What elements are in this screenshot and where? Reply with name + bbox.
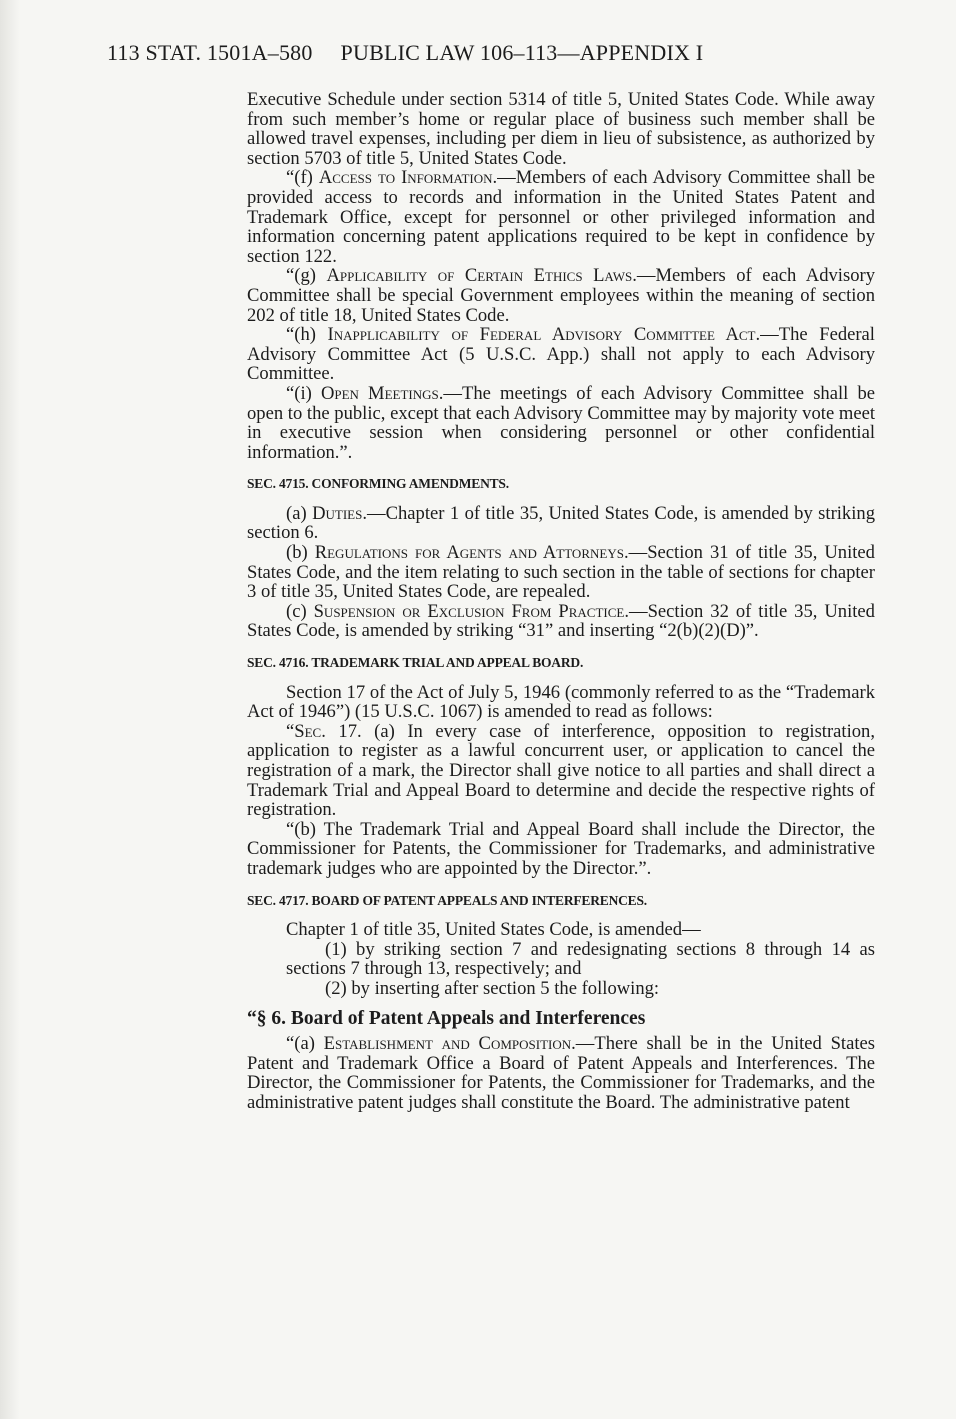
paragraph-g-title: Applicability of Certain Ethics Laws. [326, 265, 637, 287]
section-heading-4716: SEC. 4716. TRADEMARK TRIAL AND APPEAL BOARD. [247, 655, 584, 671]
sec4715-subsection-c [247, 602, 875, 641]
page-edge [0, 0, 20, 1419]
paragraph-h [247, 325, 875, 384]
sec4716-intro: Section 17 of the Act of July 5, 1946 (commonly referred to as the “Trademark Act of 1946”) (15 U.S.C. 1067) is amended to read as follows: [247, 681, 875, 723]
sec4715-a-title: Duties. [312, 502, 367, 524]
paragraph-g [247, 266, 875, 325]
paragraph-f-title: Access to Information. [318, 167, 498, 189]
sec6-a-lead: “(a) [286, 1033, 324, 1055]
sec6-subsection-a [247, 1034, 875, 1112]
sec4715-subsection-b [247, 543, 875, 602]
paragraph-h-title: Inapplicability of Federal Advisory Committee Act. [327, 324, 761, 346]
sec4715-a-lead: (a) [286, 502, 313, 524]
sec4716-a-text: . 17. (a) In every case of interference, opposition to registration, application to register as a lawful concurrent user, or application to cancel the registration of a mark, the Director shall give notice to all parties and shall direct a Trademark Trial and Appeal Board to determine and decide the respective rights of registration. [247, 720, 875, 821]
section-heading-4717: SEC. 4717. BOARD OF PATENT APPEALS AND INTERFERENCES. [247, 892, 647, 908]
sec4716-a-lead: “ [286, 720, 295, 742]
paragraph-i-lead: “(i) [286, 382, 321, 404]
document-body [247, 90, 875, 1113]
paragraph-f-text: —Members of each Advisory Committee shall be provided access to records and information in the United States Patent and Trademark Office, except for personnel or other privileged information and information concerning patent applications required to be kept in confidence by section 122. [247, 167, 875, 267]
page-header [107, 40, 703, 66]
paragraph-i [247, 384, 875, 462]
sec6-a-title: Establishment and Composition. [323, 1033, 576, 1055]
paragraph-g-text: —Members of each Advisory Committee shall be special Government employees within the meaning of section 202 of title 18, United States Code. [247, 265, 875, 326]
sec4715-b-text: —Section 31 of title 35, United States Code, and the item relating to such section in the table of sections for chapter 3 of title 35, United States Code, are repealed. [247, 542, 875, 603]
sec4715-b-lead: (b) [286, 542, 315, 564]
sec4716-subsection-a [247, 722, 875, 820]
sec4715-c-text: —Section 32 of title 35, United States Code, is amended by striking “31” and inserting “2(b)(2)(D)”. [247, 600, 875, 642]
section-6-heading: “§ 6. Board of Patent Appeals and Interferences [247, 1007, 646, 1029]
paragraph-f-lead: “(f) [286, 167, 319, 189]
paragraph-continued: Executive Schedule under section 5314 of title 5, United States Code. While away from such member’s home or regular place of business such member shall be allowed travel expenses, including per diem in lieu of subsistence, as authorized by section 5703 of title 5, United States Code. [247, 89, 875, 169]
paragraph-i-title: Open Meetings. [320, 382, 444, 404]
sec4716-subsection-b: “(b) The Trademark Trial and Appeal Board shall include the Director, the Commissioner for Patents, the Commissioner for Trademarks, and administrative trademark judges who are appointed by the Director.”. [247, 818, 875, 879]
sec4715-c-title: Suspension or Exclusion From Practice. [313, 600, 629, 622]
statute-citation: 113 STAT. 1501A–580 [107, 40, 313, 65]
sec4717-item-1: (1) by striking section 7 and redesignating sections 8 through 14 as sections 7 through 13, respectively; and [286, 938, 875, 980]
sec4716-a-sec: Sec [294, 720, 322, 742]
paragraph-f [247, 168, 875, 266]
paragraph-h-text: —The Federal Advisory Committee Act (5 U.S.C. App.) shall not apply to each Advisory Committee. [247, 324, 875, 385]
sec4717-item-2: (2) by inserting after section 5 the following: [325, 977, 660, 999]
paragraph-h-lead: “(h) [286, 324, 328, 346]
sec4715-c-lead: (c) [286, 600, 314, 622]
sec4715-b-title: Regulations for Agents and Attorneys. [314, 542, 629, 564]
section-heading-4715: SEC. 4715. CONFORMING AMENDMENTS. [247, 476, 509, 492]
paragraph-i-text: —The meetings of each Advisory Committee shall be open to the public, except that each Advisory Committee may by majority vote meet in executive session when considering personnel or other confidential information.”. [247, 382, 875, 463]
sec6-a-text: —There shall be in the United States Patent and Trademark Office a Board of Patent Appeals and Interferences. The Director, the Commissioner for Patents, the Commissioner for Trademarks, and the administrative patent judges shall constitute the Board. The administrative patent [247, 1033, 875, 1113]
sec4715-a-text: —Chapter 1 of title 35, United States Code, is amended by striking section 6. [247, 502, 875, 544]
sec4715-subsection-a [247, 504, 875, 543]
paragraph-g-lead: “(g) [286, 265, 327, 287]
public-law-title: PUBLIC LAW 106–113—APPENDIX I [340, 40, 704, 65]
sec4717-intro: Chapter 1 of title 35, United States Code, is amended— [286, 919, 701, 941]
